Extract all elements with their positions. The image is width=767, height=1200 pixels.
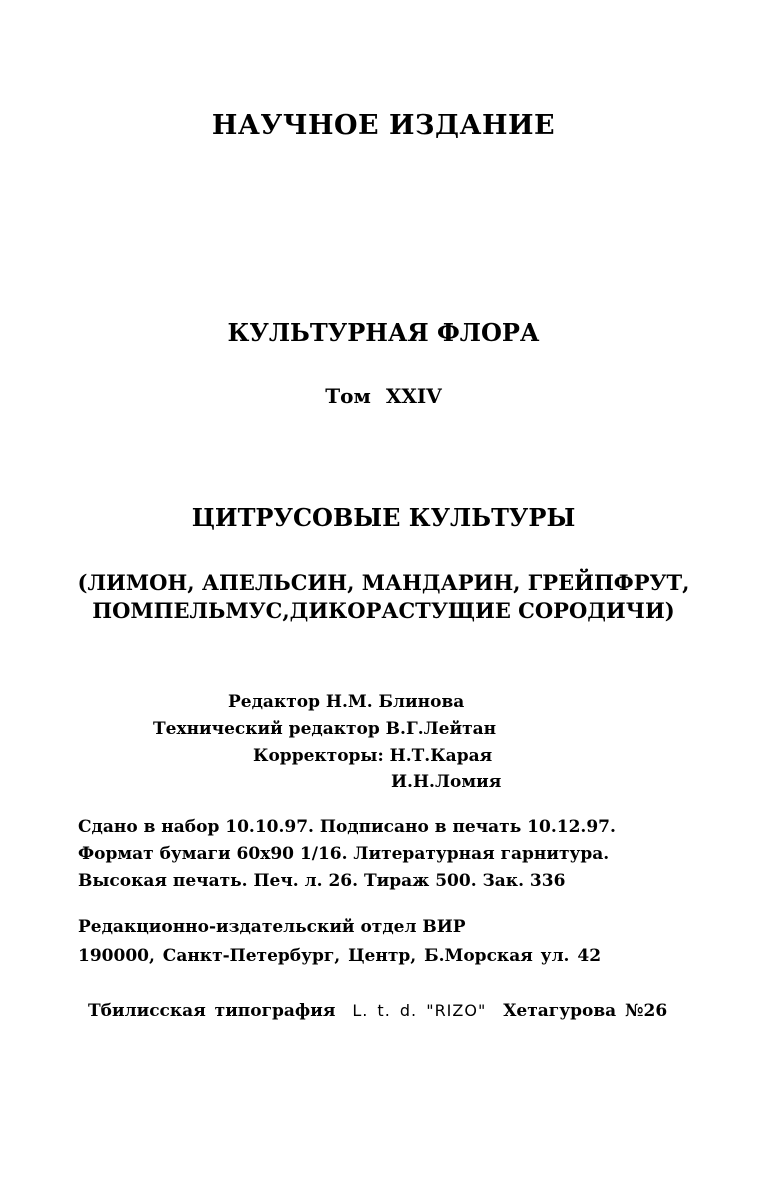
printer-name: Тбилисская типография (88, 1001, 336, 1021)
credit-proofreader-second: И.Н.Ломия (391, 772, 502, 792)
publisher-name: Редакционно-издательский отдел ВИР (78, 917, 466, 937)
imprint-line-dates: Сдано в набор 10.10.97. Подписано в печать 10.12.97. (78, 817, 616, 837)
imprint-line-format: Формат бумаги 60x90 1/16. Литературная гарнитура. (78, 844, 610, 864)
publisher-address: 190000, Санкт-Петербург, Центр, Б.Морская ул. 42 (78, 946, 602, 966)
volume-number: Том XXIV (325, 384, 442, 408)
book-title: ЦИТРУСОВЫЕ КУЛЬТУРЫ (191, 503, 576, 532)
imprint-line-print-run: Высокая печать. Печ. л. 26. Тираж 500. Зак. 336 (78, 871, 566, 891)
printer-address: Хетагурова №26 (503, 1001, 668, 1021)
subtitle-line-1: (ЛИМОН, АПЕЛЬСИН, МАНДАРИН, ГРЕЙПФРУТ, (77, 570, 690, 595)
printer-company: L. t. d. "RIZO" (352, 1001, 487, 1020)
credit-technical-editor: Технический редактор В.Г.Лейтан (153, 719, 497, 739)
series-title: КУЛЬТУРНАЯ ФЛОРА (227, 318, 540, 347)
page-heading: НАУЧНОЕ ИЗДАНИЕ (211, 110, 556, 141)
printer-line (88, 1001, 667, 1021)
credit-editor: Редактор Н.М. Блинова (228, 692, 465, 712)
credit-proofreaders: Корректоры: Н.Т.Карая (253, 746, 493, 766)
subtitle-line-2: ПОМПЕЛЬМУС,ДИКОРАСТУЩИЕ СОРОДИЧИ) (92, 598, 675, 623)
